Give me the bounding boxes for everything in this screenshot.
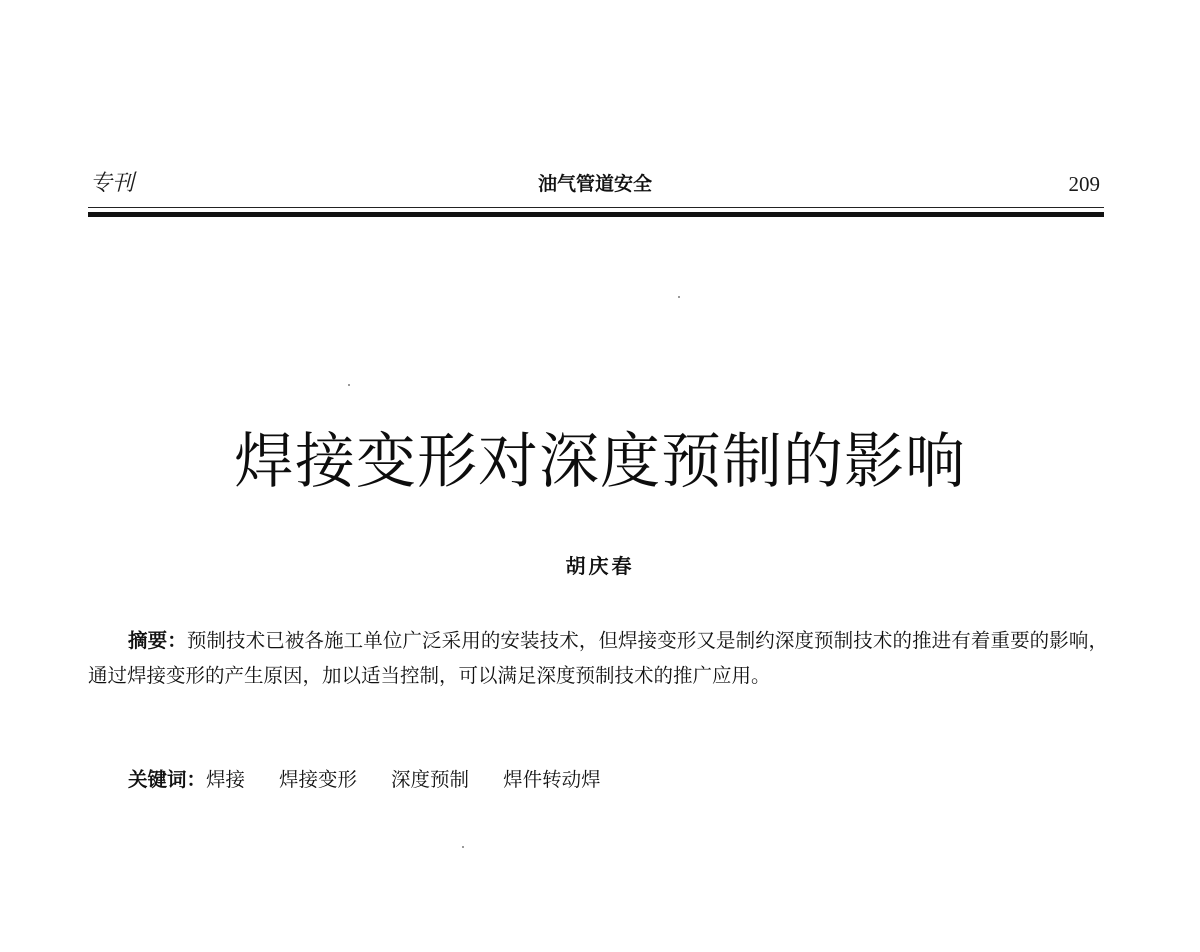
article-author: 胡庆春 bbox=[565, 554, 635, 578]
scan-speck bbox=[348, 384, 350, 386]
keyword: 焊接变形 bbox=[279, 768, 358, 791]
scan-speck bbox=[678, 296, 680, 298]
abstract-text: 预制技术已被各施工单位广泛采用的安装技术，但焊接变形又是制约深度预制技术的推进有着重要的影响，通过焊接变形的产生原因，加以适当控制，可以满足深度预制技术的推广应用。 bbox=[88, 629, 1108, 687]
section-label: 专刊 bbox=[90, 171, 135, 196]
header-rule-thick bbox=[88, 212, 1104, 217]
abstract bbox=[88, 623, 1108, 693]
page-number: 209 bbox=[1068, 172, 1100, 196]
scan-speck bbox=[462, 846, 464, 848]
keywords bbox=[128, 765, 601, 795]
keywords-label: 关键词： bbox=[128, 768, 207, 791]
header-rule-thin bbox=[88, 207, 1104, 208]
journal-name: 油气管道安全 bbox=[537, 173, 652, 195]
keyword: 深度预制 bbox=[391, 768, 470, 791]
running-header bbox=[88, 170, 1102, 202]
article-title: 焊接变形对深度预制的影响 bbox=[234, 427, 966, 497]
keyword: 焊件转动焊 bbox=[503, 768, 601, 791]
abstract-label: 摘要： bbox=[128, 629, 187, 652]
keyword: 焊接 bbox=[206, 768, 246, 791]
